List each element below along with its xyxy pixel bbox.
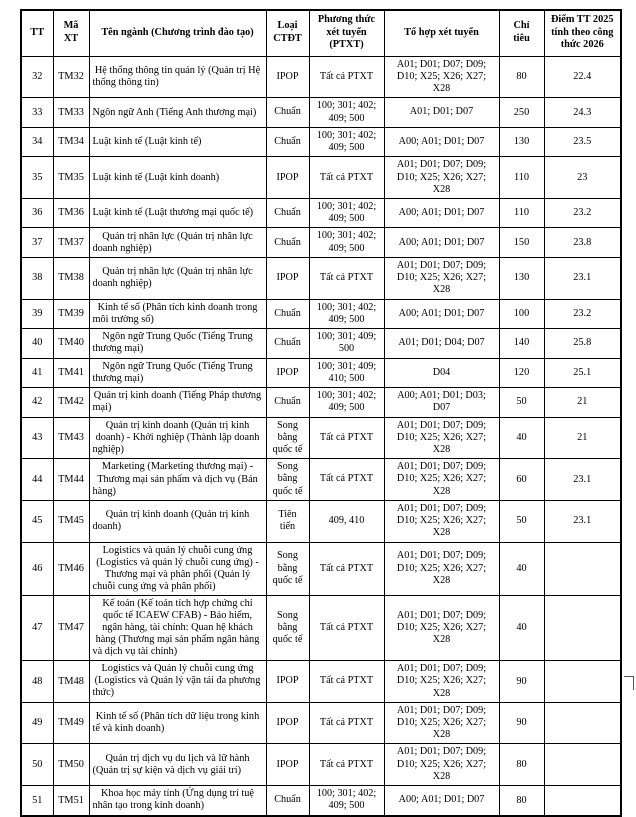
cell-tt: 41 [21,358,53,387]
cell-ten-nganh: Hệ thống thông tin quản lý (Quản trị Hệ thống thông tin) [89,56,266,98]
column-header-ptxt-line2: xét tuyển [326,26,367,38]
cell-ma-xt: TM40 [53,329,89,358]
column-header-to-hop-line1: Tổ hợp xét tuyển [404,26,479,38]
cell-ten-nganh: Logistics và Quản lý chuỗi cung ứng (Logistics và Quản lý vận tải đa phương thức) [89,661,266,703]
table-row [21,786,621,816]
cell-diem [544,786,621,816]
cell-diem: 23.1 [544,459,621,501]
cell-to-hop: A00; A01; D01; D07 [384,198,499,227]
table-row [21,702,621,744]
cell-ten-nganh: Kinh tế số (Phân tích kinh doanh trong môi trường số) [89,299,266,328]
cell-to-hop: A01; D01; D07; D09; D10; X25; X26; X27; X28 [384,417,499,459]
cell-tt: 38 [21,257,53,299]
cell-diem [544,702,621,744]
cell-tt: 40 [21,329,53,358]
column-header-diem [544,10,621,56]
table-row [21,157,621,199]
cell-ma-xt: TM46 [53,542,89,595]
column-header-ma-xt-line1: Mã [63,20,79,32]
cell-loai-ctdt: IPOP [266,157,309,199]
cell-ma-xt: TM41 [53,358,89,387]
cell-loai-ctdt: IPOP [266,56,309,98]
cell-chi-tieu: 110 [499,157,544,199]
admission-table [20,9,622,817]
column-header-ma-xt-line2: XT [63,32,79,44]
cell-tt: 44 [21,459,53,501]
cell-to-hop: A01; D01; D07; D09; D10; X25; X26; X27; X28 [384,257,499,299]
table-row [21,595,621,660]
cell-chi-tieu: 100 [499,299,544,328]
column-header-diem-line1: Điểm TT 2025 [550,14,614,25]
cell-chi-tieu: 140 [499,329,544,358]
cell-ma-xt: TM43 [53,417,89,459]
cell-to-hop: A01; D01; D07; D09; D10; X25; X26; X27; X28 [384,595,499,660]
cell-tt: 46 [21,542,53,595]
cell-loai-ctdt: IPOP [266,358,309,387]
cell-tt: 39 [21,299,53,328]
cell-ma-xt: TM33 [53,98,89,127]
column-header-tt [21,10,53,56]
column-header-ma-xt [53,10,89,56]
cell-tt: 35 [21,157,53,199]
cell-ma-xt: TM50 [53,744,89,786]
cell-ten-nganh: Ngôn ngữ Anh (Tiếng Anh thương mại) [89,98,266,127]
table-row [21,98,621,127]
column-header-loai-ctdt-line2: CTĐT [273,32,302,44]
cell-tt: 45 [21,500,53,542]
cell-ten-nganh: Quản trị dịch vụ du lịch và lữ hành (Quản trị sự kiện và dịch vụ giải trí) [89,744,266,786]
cell-ptxt: Tất cả PTXT [309,595,384,660]
cell-ptxt: Tất cả PTXT [309,459,384,501]
cell-chi-tieu: 50 [499,500,544,542]
column-header-ptxt [309,10,384,56]
cell-ten-nganh: Logistics và quản lý chuỗi cung ứng (Logistics và quản lý chuỗi cung ứng) - Thương mại và phân phối (Quản lý chuỗi cung ứng và phân phối) [89,542,266,595]
cell-ten-nganh: Khoa học máy tính (Ứng dụng trí tuệ nhân tạo trong kinh doanh) [89,786,266,816]
cell-tt: 42 [21,388,53,417]
cell-loai-ctdt: Song bằng quốc tế [266,417,309,459]
cell-tt: 48 [21,661,53,703]
cell-diem: 23.2 [544,198,621,227]
cell-chi-tieu: 250 [499,98,544,127]
cell-ma-xt: TM36 [53,198,89,227]
cell-loai-ctdt: IPOP [266,744,309,786]
column-header-diem-line2: tính theo công [551,26,614,38]
cell-chi-tieu: 80 [499,786,544,816]
cell-to-hop: A00; A01; D01; D07 [384,786,499,816]
cell-loai-ctdt: Song bằng quốc tế [266,542,309,595]
cell-to-hop: A01; D01; D07 [384,98,499,127]
cell-chi-tieu: 130 [499,127,544,156]
cell-ptxt: 100; 301; 402; 409; 500 [309,98,384,127]
cell-ma-xt: TM51 [53,786,89,816]
table-header [21,10,621,56]
cell-ma-xt: TM47 [53,595,89,660]
cell-chi-tieu: 130 [499,257,544,299]
cell-chi-tieu: 150 [499,228,544,257]
cell-ten-nganh: Kinh tế số (Phân tích dữ liệu trong kinh tế và kinh doanh) [89,702,266,744]
page-footer-partial-text [55,686,355,694]
cell-ten-nganh: Luật kinh tế (Luật thương mại quốc tế) [89,198,266,227]
cell-diem: 24.3 [544,98,621,127]
table-row [21,299,621,328]
cell-tt: 47 [21,595,53,660]
cell-to-hop: A00; A01; D01; D07 [384,299,499,328]
cell-to-hop: A01; D01; D07; D09; D10; X25; X26; X27; X28 [384,744,499,786]
cell-loai-ctdt: Song bằng quốc tế [266,459,309,501]
cell-loai-ctdt: Chuẩn [266,98,309,127]
cell-chi-tieu: 40 [499,595,544,660]
cell-diem: 21 [544,417,621,459]
cell-ptxt: 100; 301; 409; 410; 500 [309,358,384,387]
cell-to-hop: D04 [384,358,499,387]
cell-ptxt: 100; 301; 402; 409; 500 [309,127,384,156]
table-body [21,56,621,815]
column-header-chi-tieu [499,10,544,56]
column-header-ten-nganh [89,10,266,56]
cell-diem: 23.2 [544,299,621,328]
table-row [21,198,621,227]
table-row [21,417,621,459]
cell-ptxt: 100; 301; 402; 409; 500 [309,786,384,816]
column-header-loai-ctdt [266,10,309,56]
cell-to-hop: A00; A01; D01; D07 [384,228,499,257]
cell-chi-tieu: 50 [499,388,544,417]
cell-ptxt: Tất cả PTXT [309,702,384,744]
cell-diem: 23.1 [544,500,621,542]
column-header-diem-line3: thức 2026 [560,39,604,51]
cell-tt: 49 [21,702,53,744]
cell-ma-xt: TM49 [53,702,89,744]
cell-diem: 25.8 [544,329,621,358]
cell-loai-ctdt: Chuẩn [266,127,309,156]
cell-diem [544,542,621,595]
column-header-ptxt-line3: (PTXT) [329,39,364,51]
cell-tt: 37 [21,228,53,257]
cell-chi-tieu: 60 [499,459,544,501]
cell-to-hop: A01; D01; D07; D09; D10; X25; X26; X27; X28 [384,542,499,595]
cell-to-hop: A01; D01; D07; D09; D10; X25; X26; X27; X28 [384,459,499,501]
cell-to-hop: A01; D01; D07; D09; D10; X25; X26; X27; X28 [384,661,499,703]
cell-to-hop: A01; D01; D07; D09; D10; X25; X26; X27; X28 [384,702,499,744]
cell-to-hop: A00; A01; D01; D03; D07 [384,388,499,417]
table-row [21,228,621,257]
table-row [21,744,621,786]
cell-ptxt: Tất cả PTXT [309,56,384,98]
table-row [21,459,621,501]
column-header-loai-ctdt-line1: Loại [277,20,298,32]
cell-ptxt: 100; 301; 402; 409; 500 [309,228,384,257]
cell-ten-nganh: Quản trị kinh doanh (Tiếng Pháp thương mại) [89,388,266,417]
cell-chi-tieu: 110 [499,198,544,227]
cell-loai-ctdt: Chuẩn [266,388,309,417]
table-row [21,127,621,156]
cell-loai-ctdt: Chuẩn [266,299,309,328]
table-header-row [21,10,621,56]
cell-loai-ctdt: IPOP [266,661,309,703]
cell-chi-tieu: 120 [499,358,544,387]
column-header-chi-tieu-line2: tiêu [513,32,530,44]
cell-ptxt: Tất cả PTXT [309,257,384,299]
cell-loai-ctdt: IPOP [266,257,309,299]
cell-ten-nganh: Kế toán (Kế toán tích hợp chứng chỉ quốc tế ICAEW CFAB) - Bảo hiểm, ngân hàng, tài chính: Quan hệ khách hàng (Thương mại sản phẩm ngân hàng và dịch vụ tài chính) [89,595,266,660]
cell-ptxt: 100; 301; 409; 500 [309,329,384,358]
cell-diem [544,595,621,660]
cell-ma-xt: TM38 [53,257,89,299]
cell-ten-nganh: Quản trị nhân lực (Quản trị nhân lực doanh nghiệp) [89,257,266,299]
cell-to-hop: A01; D01; D07; D09; D10; X25; X26; X27; X28 [384,56,499,98]
cell-ma-xt: TM35 [53,157,89,199]
cell-chi-tieu: 80 [499,744,544,786]
column-header-ptxt-line1: Phương thức [317,14,376,25]
cell-chi-tieu: 40 [499,542,544,595]
cell-tt: 51 [21,786,53,816]
cell-ma-xt: TM34 [53,127,89,156]
cell-ten-nganh: Ngôn ngữ Trung Quốc (Tiếng Trung thương mại) [89,329,266,358]
column-header-chi-tieu-line1: Chỉ [513,20,530,32]
cell-ma-xt: TM45 [53,500,89,542]
cell-to-hop: A00; A01; D01; D07 [384,127,499,156]
cell-diem: 23 [544,157,621,199]
cell-ptxt: 100; 301; 402; 409; 500 [309,198,384,227]
cell-ma-xt: TM48 [53,661,89,703]
cell-ptxt: 409, 410 [309,500,384,542]
cell-diem: 22.4 [544,56,621,98]
table-row [21,542,621,595]
cell-loai-ctdt: Tiên tiến [266,500,309,542]
cell-chi-tieu: 90 [499,661,544,703]
table-row [21,257,621,299]
cell-diem [544,744,621,786]
cell-diem: 23.8 [544,228,621,257]
cell-diem: 23.1 [544,257,621,299]
cell-tt: 50 [21,744,53,786]
cell-diem: 25.1 [544,358,621,387]
cell-ten-nganh: Quản trị nhân lực (Quản trị nhân lực doanh nghiệp) [89,228,266,257]
cell-loai-ctdt: Chuẩn [266,228,309,257]
cell-tt: 32 [21,56,53,98]
cell-ptxt: Tất cả PTXT [309,542,384,595]
column-header-tt-line1: TT [30,26,45,38]
cell-ten-nganh: Luật kinh tế (Luật kinh tế) [89,127,266,156]
cell-to-hop: A01; D01; D07; D09; D10; X25; X26; X27; X28 [384,157,499,199]
cell-loai-ctdt: Chuẩn [266,329,309,358]
table-row [21,500,621,542]
cell-ten-nganh: Ngôn ngữ Trung Quốc (Tiếng Trung thương mại) [89,358,266,387]
cell-ptxt: Tất cả PTXT [309,417,384,459]
table-row [21,661,621,703]
table-row [21,56,621,98]
cell-ma-xt: TM44 [53,459,89,501]
cell-ten-nganh: Quản trị kinh doanh (Quản trị kinh doanh) - Khởi nghiệp (Thành lập doanh nghiệp) [89,417,266,459]
cell-chi-tieu: 80 [499,56,544,98]
page-corner-mark [624,676,634,690]
cell-tt: 36 [21,198,53,227]
cell-tt: 34 [21,127,53,156]
cell-tt: 43 [21,417,53,459]
cell-ptxt: 100; 301; 402; 409; 500 [309,299,384,328]
cell-to-hop: A01; D01; D04; D07 [384,329,499,358]
cell-chi-tieu: 40 [499,417,544,459]
cell-diem [544,661,621,703]
cell-ten-nganh: Quản trị kinh doanh (Quản trị kinh doanh) [89,500,266,542]
table-row [21,358,621,387]
table-row [21,388,621,417]
cell-diem: 21 [544,388,621,417]
cell-ptxt: Tất cả PTXT [309,744,384,786]
cell-ten-nganh: Luật kinh tế (Luật kinh doanh) [89,157,266,199]
cell-ma-xt: TM42 [53,388,89,417]
cell-ma-xt: TM37 [53,228,89,257]
cell-loai-ctdt: Chuẩn [266,198,309,227]
cell-ptxt: Tất cả PTXT [309,157,384,199]
cell-tt: 33 [21,98,53,127]
cell-ptxt: Tất cả PTXT [309,661,384,703]
cell-ma-xt: TM39 [53,299,89,328]
column-header-to-hop [384,10,499,56]
cell-loai-ctdt: Chuẩn [266,786,309,816]
table-row [21,329,621,358]
cell-ma-xt: TM32 [53,56,89,98]
cell-chi-tieu: 90 [499,702,544,744]
cell-loai-ctdt: Song bằng quốc tế [266,595,309,660]
cell-loai-ctdt: IPOP [266,702,309,744]
cell-to-hop: A01; D01; D07; D09; D10; X25; X26; X27; X28 [384,500,499,542]
cell-ten-nganh: Marketing (Marketing thương mại) - Thương mại sản phẩm và dịch vụ (Bán hàng) [89,459,266,501]
cell-diem: 23.5 [544,127,621,156]
column-header-ten-nganh-line1: Tên ngành (Chương trình đào tạo) [101,26,254,38]
cell-ptxt: 100; 301; 402; 409; 500 [309,388,384,417]
